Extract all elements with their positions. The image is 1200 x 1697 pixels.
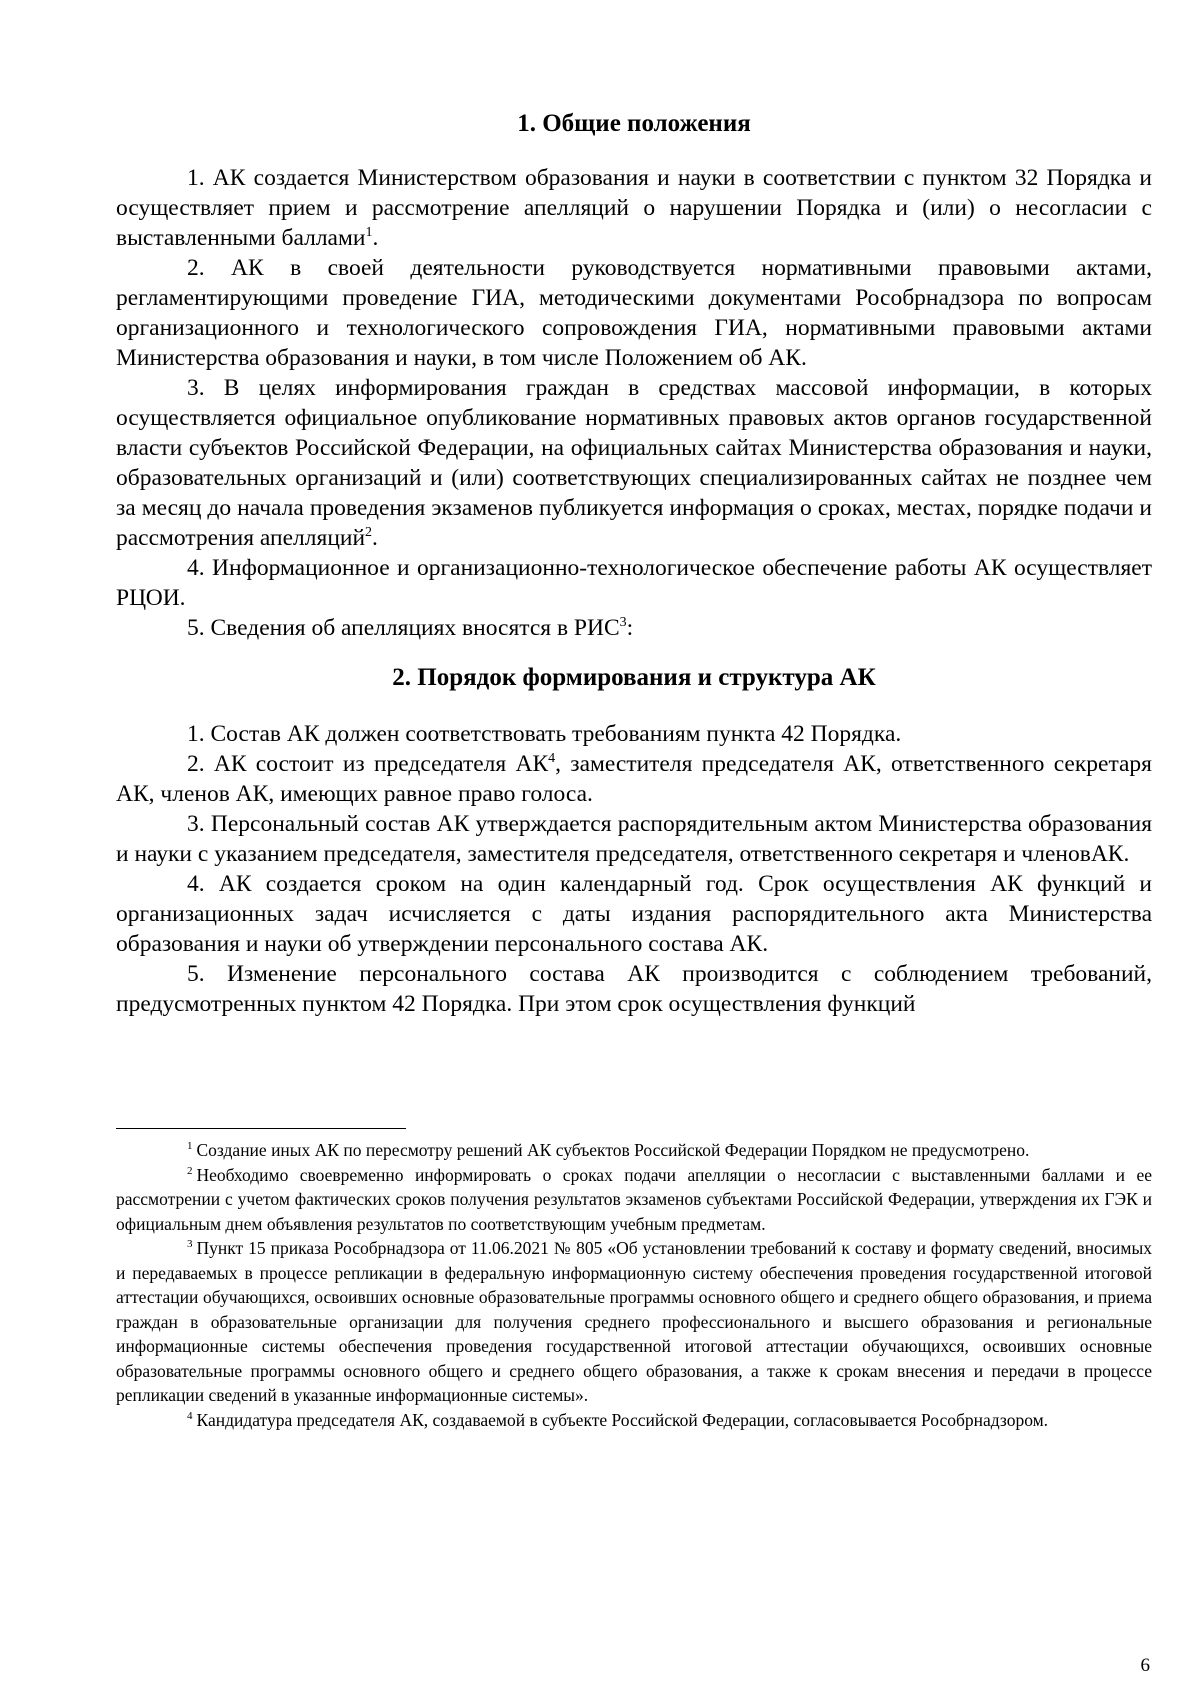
section-1-paragraph-4: 4. Информационное и организационно-технологическое обеспечение работы АК осуществляет РЦОИ.: [116, 555, 1152, 611]
section-2-paragraph-1: 1. Состав АК должен соответствовать требованиям пункта 42 Порядка.: [187, 721, 902, 747]
footnote-number: 1: [187, 1140, 193, 1153]
section-1-paragraph-3: 3. В целях информирования граждан в средствах массовой информации, в которых осуществляется официальное опубликование нормативных правовых актов органов государственной власти субъектов Российской Федерации, на официальных сайтах Министерства образования и науки, образовательных организаций и (или) соответствующих специализированных сайтах не позднее чем за месяц до начала проведения экзаменов публикуется информация о сроках, местах, порядке подачи и рассмотрения апелляций$^2$.: [116, 375, 1152, 551]
section-1-paragraph-2: 2. АК в своей деятельности руководствуется нормативными правовыми актами, регламентирующими проведение ГИА, методическими документами Рособрнадзора по вопросам организационного и технологического сопровождения ГИА, нормативными правовыми актами Министерства образования и науки, в том числе Положением об АК.: [116, 255, 1152, 371]
section-2-paragraph-4: 4. АК создается сроком на один календарный год. Срок осуществления АК функций и организационных задач исчисляется с даты издания распорядительного акта Министерства образования и науки об утверждении персонального состава АК.: [116, 871, 1152, 957]
footnote-ref-4[interactable]: 4: [548, 751, 556, 767]
footnotes: [116, 1138, 1152, 1432]
footnote-number: 4: [187, 1409, 193, 1422]
section-1-title: 1. Общие положения: [517, 110, 751, 137]
main-text: [116, 108, 1152, 1019]
section-1-paragraph-1: 1. АК создается Министерством образования и науки в соответствии с пунктом 32 Порядка и осуществляет прием и рассмотрение апелляций о нарушении Порядка и (или) о несогласии с выставленными баллами$^1$.: [116, 165, 1152, 251]
footnote-3: $^3$ Пункт 15 приказа Рособрнадзора от 11.06.2021 № 805 «Об установлении требований к составу и формату сведений, вносимых и передаваемых в процессе репликации в федеральную информационную систему обеспечения проведения государственной итоговой аттестации обучающихся, освоивших основные образовательные программы основного общего и среднего общего образования, и приема граждан в образовательные организации для получения среднего профессионального и высшего образования и региональные информационные системы обеспечения проведения государственной итоговой аттестации обучающихся, освоивших основные образовательные программы основного общего и среднего общего образования, а также к срокам внесения и передачи в процессе репликации сведений в указанные информационные системы».: [116, 1238, 1152, 1405]
footnote-number: 2: [187, 1164, 193, 1177]
section-2-paragraph-3: 3. Персональный состав АК утверждается распорядительным актом Министерства образования и науки с указанием председателя, заместителя председателя, ответственного секретаря и членовАК.: [116, 811, 1152, 867]
footnote-4: $^4$ Кандидатура председателя АК, создаваемой в субъекте Российской Федерации, согласовывается Рособрнадзором.: [187, 1409, 1049, 1430]
footnote-number: 3: [187, 1238, 193, 1251]
footnote-ref-3[interactable]: 3: [619, 615, 627, 631]
page-number: 6: [1140, 1655, 1150, 1676]
section-1-paragraph-5: 5. Сведения об апелляциях вносятся в РИС$^3$:: [187, 615, 634, 641]
footnote-separator: [116, 1128, 406, 1129]
footnote-ref-2[interactable]: 2: [365, 525, 373, 541]
section-2-paragraph-5: 5. Изменение персонального состава АК производится с соблюдением требований, предусмотренных пунктом 42 Порядка. При этом срок осуществления функций: [116, 961, 1152, 1017]
footnote-1: $^1$ Создание иных АК по пересмотру решений АК субъектов Российской Федерации Порядком не предусмотрено.: [187, 1140, 1030, 1160]
section-2-paragraph-2: 2. АК состоит из председателя АК$^4$, заместителя председателя АК, ответственного секретаря АК, членов АК, имеющих равное право голоса.: [116, 751, 1152, 807]
section-2-title: 2. Порядок формирования и структура АК: [392, 664, 876, 691]
footnote-ref-1[interactable]: 1: [365, 225, 373, 241]
footnote-2: $^2$ Необходимо своевременно информировать о сроках подачи апелляции о несогласии с выставленными баллами и ее рассмотрении с учетом фактических сроков получения результатов экзаменов субъектами Российской Федерации, утверждения их ГЭК и официальным днем объявления результатов по соответствующим учебным предметам.: [116, 1164, 1152, 1234]
